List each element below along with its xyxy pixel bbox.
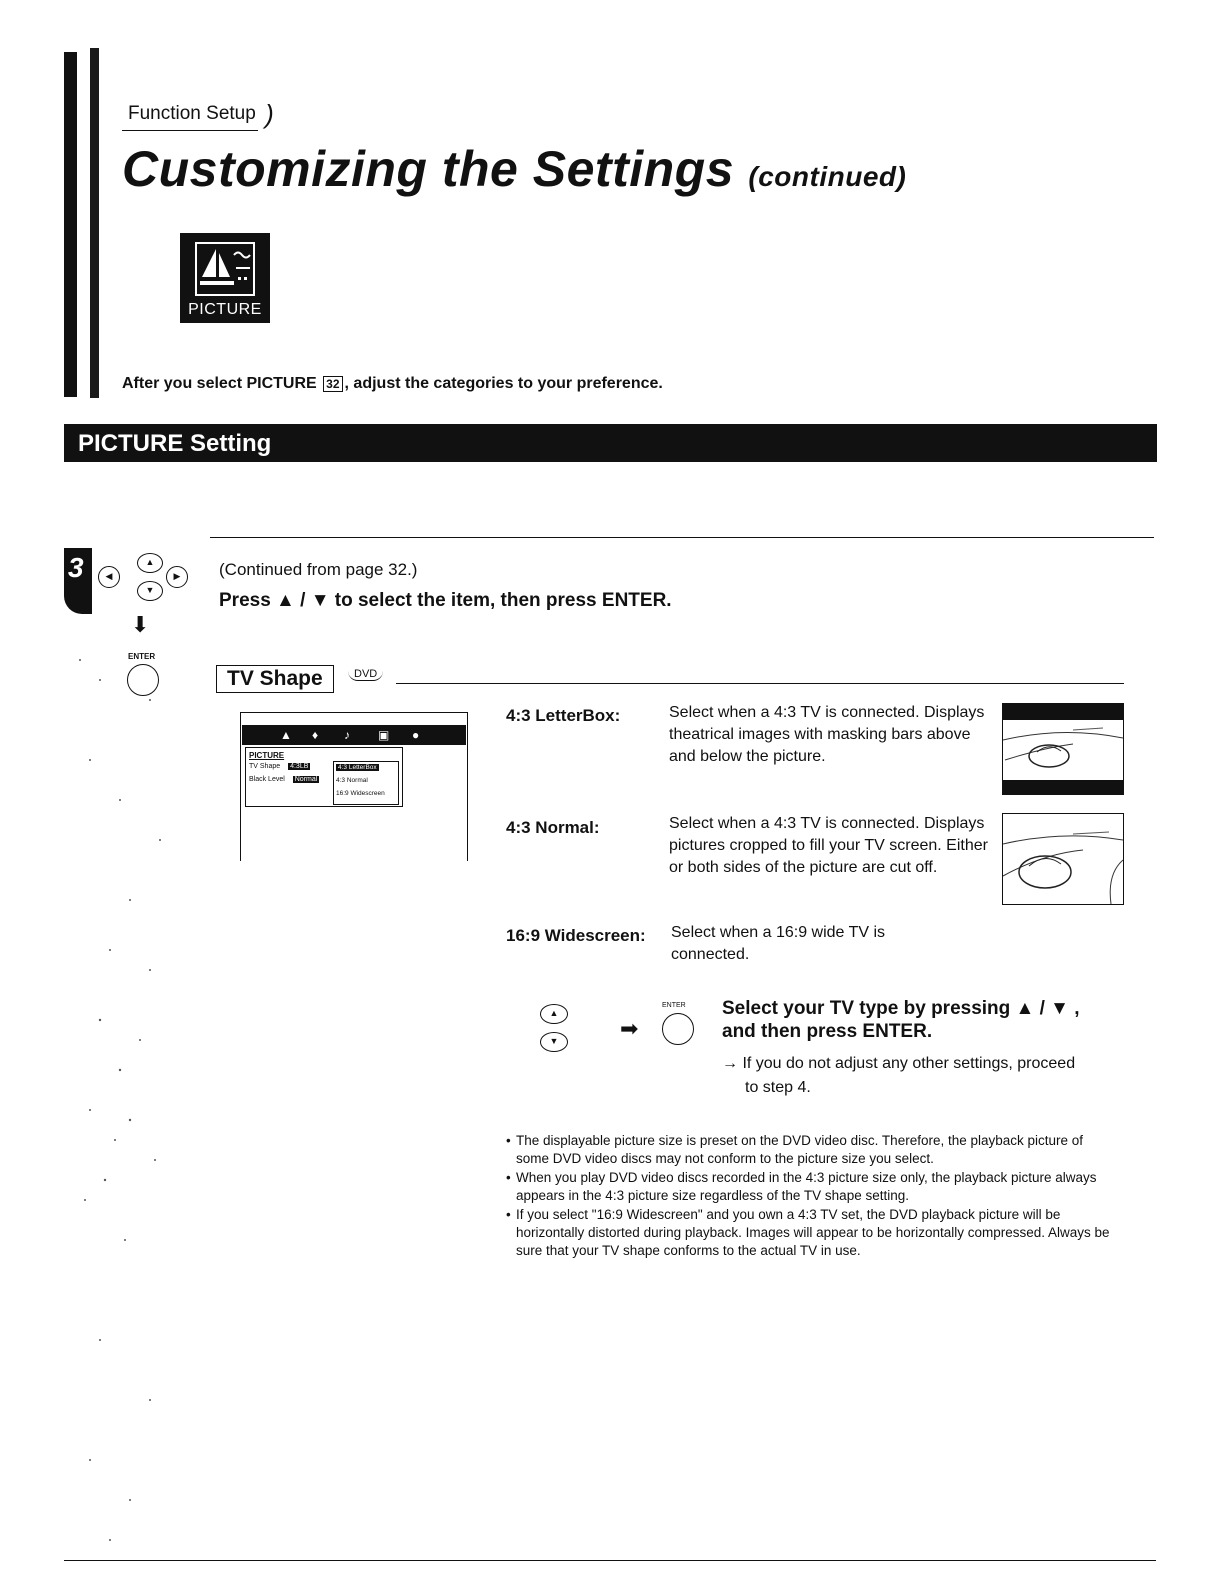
enter-key-label: ENTER [128,652,156,661]
left-button-icon [98,566,120,588]
select-step-note-2: to step 4. [745,1079,811,1096]
menu-border-left [240,713,241,861]
sailboat-icon [194,241,256,297]
up-arrow-glyph: ▲ [145,557,155,567]
enter-key-label: ENTER [662,1002,686,1009]
option-desc-normal: Select when a 4:3 TV is connected. Displays pictures cropped to fill your TV screen. Either or both sides of the picture are cut off. [669,815,988,876]
up-arrow-glyph: ▲ [549,1008,559,1018]
notes-list [506,1132,1118,1261]
lock-tab-icon: ● [412,728,420,742]
letterbox-example-image [1002,703,1124,795]
audio-tab-icon: ♪ [344,728,350,742]
page-title-text: Customizing the Settings [122,141,734,197]
select-step-line-1: Select your TV type by pressing ▲ / ▼ , [722,998,1080,1019]
menu-row-label: Black Level [249,776,285,783]
down-arrow-glyph: ▼ [145,585,155,595]
menu-option: 16:9 Widescreen [336,790,385,797]
page-reference: 32 [323,376,342,392]
up-button-icon [137,553,163,573]
section-label-underline [122,130,258,131]
option-desc-letterbox: Select when a 4:3 TV is connected. Displays theatrical images with masking bars above and below the picture. [669,704,985,765]
car-letterbox-illustration [1003,704,1123,794]
menu-category-bar [242,725,466,745]
menu-border-right [467,713,468,861]
display-tab-icon: ▣ [378,728,390,742]
note-item: • The displayable picture size is preset on the DVD video disc. Therefore, the playback picture of some DVD video discs may not conform to the picture size you select. [506,1132,1118,1168]
page-title [122,140,906,198]
right-arrow-glyph: ▶ [173,571,181,581]
intro-text-before: After you select PICTURE [122,375,317,392]
tv-shape-heading [216,665,334,693]
normal-example-image [1002,813,1124,905]
down-arrow-glyph: ▼ [549,1036,559,1046]
down-button-icon [137,581,163,601]
dvd-disc-mark [348,668,383,681]
dvd-disc-mark-text: DVD [354,668,378,680]
intro-text-after: , adjust the categories to your preference. [344,375,663,392]
menu-screenshot [240,712,468,861]
right-arrow-icon: ➡ [620,1016,639,1041]
picture-tab-icon: ▲ [280,728,292,742]
menu-row-label: TV Shape [249,763,281,770]
section-label [128,99,274,129]
menu-row-value: Normal [294,776,318,783]
section-label-bracket: ) [265,99,274,129]
intro-text [122,375,663,393]
option-label-letterbox: 4:3 LetterBox: [506,706,621,725]
car-normal-illustration [1003,814,1123,904]
option-label-normal: 4:3 Normal: [506,818,600,837]
page-title-suffix: (continued) [748,161,907,192]
up-button-icon [540,1004,568,1024]
picture-category-icon [180,233,270,323]
section-label-text: Function Setup [128,103,256,124]
picture-icon-label: PICTURE [188,301,262,318]
language-tab-icon: ♦ [312,728,319,742]
tv-shape-rule [396,683,1124,684]
menu-row-value: 4:3LB [290,763,309,770]
note-item: • If you select "16:9 Widescreen" and you own a 4:3 TV set, the DVD playback picture will be horizontally distorted during playback. Images will appear to be horizontally compressed. Always be sure that your TV shape conforms to the actual TV in use. [506,1206,1118,1260]
section-bar-title: PICTURE Setting [78,430,272,457]
select-step-line-2: and then press ENTER. [722,1021,933,1042]
option-desc-widescreen: Select when a 16:9 wide TV is connected. [671,924,886,963]
menu-options-popup [333,761,399,805]
margin-bar-thin [90,48,99,398]
continued-note: (Continued from page 32.) [219,560,418,579]
note-item: • When you play DVD video discs recorded in the 4:3 picture size only, the playback picture always appears in the 4:3 picture size regardless of the TV shape setting. [506,1169,1118,1205]
menu-option: 4:3 Normal [336,777,368,784]
section-bar [64,424,1157,462]
left-arrow-glyph: ◀ [105,571,113,581]
page-bottom-rule [64,1560,1156,1561]
option-label-widescreen: 16:9 Widescreen: [506,926,646,945]
tv-shape-heading-text: TV Shape [227,667,323,690]
menu-option: 4:3 LetterBox [338,764,377,771]
menu-title: PICTURE [249,751,285,760]
step-divider [210,537,1154,538]
enter-button-icon [662,1013,694,1045]
down-button-icon [540,1032,568,1052]
step-instruction: Press ▲ / ▼ to select the item, then press ENTER. [219,590,672,611]
scan-speckle [60,640,210,1560]
right-button-icon [166,566,188,588]
step-number-tab [64,548,92,614]
margin-bar-thick [64,52,77,397]
menu-row-tv-shape [249,763,310,770]
down-arrow-icon: ⬇ [131,612,150,637]
step-number: 3 [68,552,84,583]
select-step-note-1: → If you do not adjust any other settings, proceed [722,1055,1076,1072]
menu-row-black-level [249,776,319,783]
